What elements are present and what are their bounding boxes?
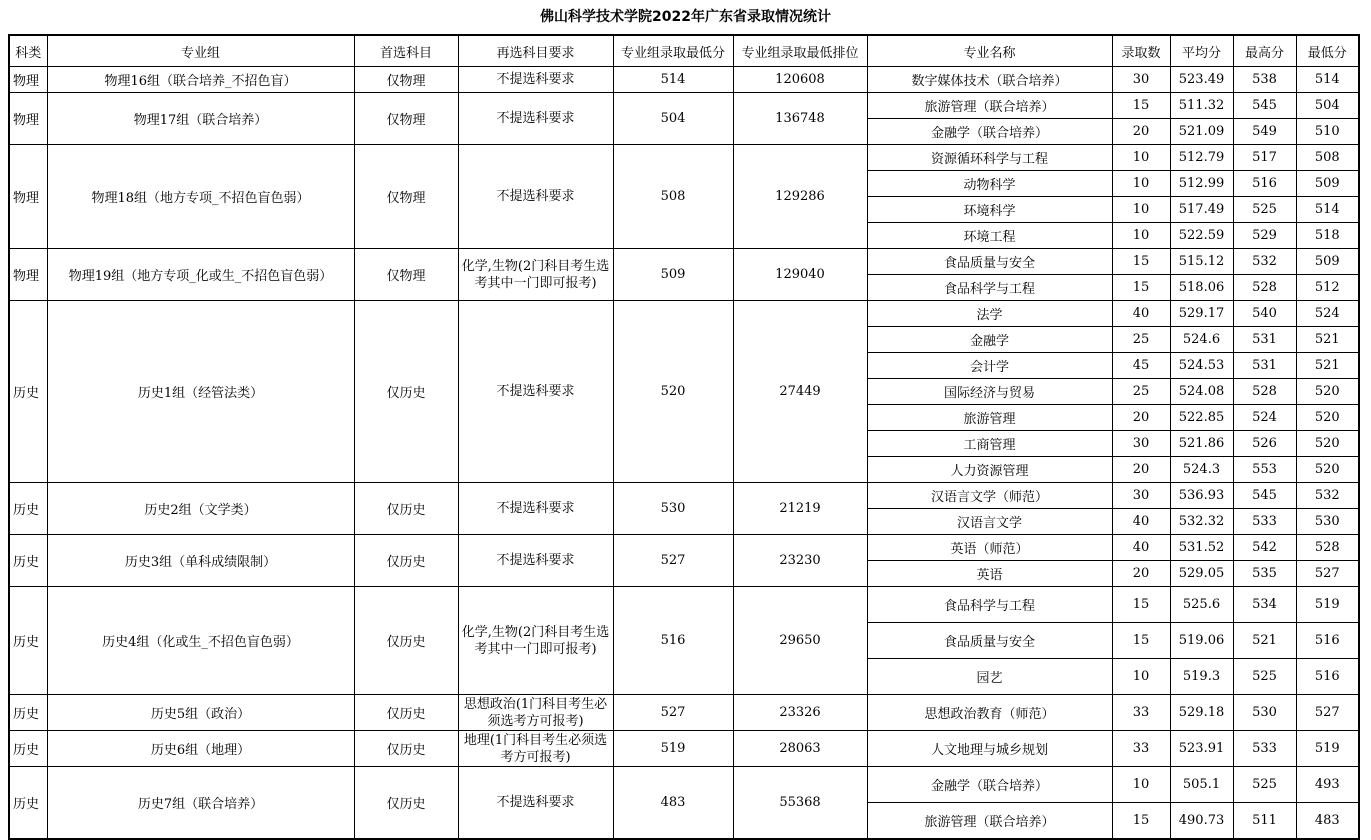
- count-cell: 45: [1112, 353, 1170, 379]
- max-score-cell: 545: [1233, 93, 1296, 119]
- avg-score-cell: 529.05: [1170, 561, 1233, 587]
- avg-score-cell: 505.1: [1170, 767, 1233, 803]
- count-cell: 25: [1112, 327, 1170, 353]
- group-name-cell: 历史7组（联合培养）: [47, 767, 354, 839]
- avg-score-cell: 515.12: [1170, 249, 1233, 275]
- table-row: [9, 731, 1359, 767]
- count-cell: 10: [1112, 767, 1170, 803]
- first-subject-cell: 仅物理: [354, 93, 458, 145]
- major-name-cell: 旅游管理: [867, 405, 1112, 431]
- requirement-cell: 化学,生物(2门科目考生选考其中一门即可报考): [458, 587, 613, 695]
- avg-score-cell: 521.86: [1170, 431, 1233, 457]
- avg-score-cell: 524.53: [1170, 353, 1233, 379]
- group-min-rank-cell: 23326: [733, 695, 867, 731]
- requirement-cell: 不提选科要求: [458, 767, 613, 839]
- max-score-cell: 549: [1233, 119, 1296, 145]
- major-name-cell: 环境科学: [867, 197, 1112, 223]
- count-cell: 20: [1112, 405, 1170, 431]
- count-cell: 10: [1112, 659, 1170, 695]
- category-cell: 历史: [9, 535, 47, 587]
- table-row: [9, 535, 1359, 561]
- group-min-score-cell: 530: [613, 483, 733, 535]
- max-score-cell: 553: [1233, 457, 1296, 483]
- count-cell: 15: [1112, 275, 1170, 301]
- header-group-min-score: 专业组录取最低分: [613, 35, 733, 67]
- major-name-cell: 旅游管理（联合培养）: [867, 93, 1112, 119]
- min-score-cell: 483: [1296, 803, 1359, 839]
- max-score-cell: 526: [1233, 431, 1296, 457]
- count-cell: 15: [1112, 587, 1170, 623]
- group-name-cell: 历史4组（化或生_不招色盲色弱）: [47, 587, 354, 695]
- min-score-cell: 520: [1296, 405, 1359, 431]
- avg-score-cell: 524.08: [1170, 379, 1233, 405]
- group-name-cell: 历史6组（地理）: [47, 731, 354, 767]
- max-score-cell: 528: [1233, 275, 1296, 301]
- max-score-cell: 542: [1233, 535, 1296, 561]
- max-score-cell: 521: [1233, 623, 1296, 659]
- major-name-cell: 汉语言文学: [867, 509, 1112, 535]
- requirement-cell: 不提选科要求: [458, 483, 613, 535]
- min-score-cell: 530: [1296, 509, 1359, 535]
- avg-score-cell: 529.17: [1170, 301, 1233, 327]
- first-subject-cell: 仅历史: [354, 483, 458, 535]
- avg-score-cell: 536.93: [1170, 483, 1233, 509]
- max-score-cell: 534: [1233, 587, 1296, 623]
- category-cell: 历史: [9, 731, 47, 767]
- avg-score-cell: 525.6: [1170, 587, 1233, 623]
- major-name-cell: 数字媒体技术（联合培养）: [867, 67, 1112, 93]
- first-subject-cell: 仅物理: [354, 67, 458, 93]
- first-subject-cell: 仅历史: [354, 731, 458, 767]
- category-cell: 历史: [9, 767, 47, 839]
- table-row: [9, 93, 1359, 119]
- header-category: 科类: [9, 35, 47, 67]
- group-min-score-cell: 527: [613, 535, 733, 587]
- major-name-cell: 食品科学与工程: [867, 587, 1112, 623]
- max-score-cell: 524: [1233, 405, 1296, 431]
- group-min-rank-cell: 129286: [733, 145, 867, 249]
- group-name-cell: 物理16组（联合培养_不招色盲）: [47, 67, 354, 93]
- max-score-cell: 530: [1233, 695, 1296, 731]
- first-subject-cell: 仅历史: [354, 587, 458, 695]
- header-row: [9, 35, 1359, 67]
- major-name-cell: 食品质量与安全: [867, 249, 1112, 275]
- min-score-cell: 493: [1296, 767, 1359, 803]
- min-score-cell: 524: [1296, 301, 1359, 327]
- count-cell: 30: [1112, 67, 1170, 93]
- major-name-cell: 食品科学与工程: [867, 275, 1112, 301]
- major-name-cell: 旅游管理（联合培养）: [867, 803, 1112, 839]
- max-score-cell: 525: [1233, 767, 1296, 803]
- max-score-cell: 528: [1233, 379, 1296, 405]
- min-score-cell: 510: [1296, 119, 1359, 145]
- first-subject-cell: 仅历史: [354, 767, 458, 839]
- min-score-cell: 520: [1296, 457, 1359, 483]
- major-name-cell: 工商管理: [867, 431, 1112, 457]
- table-row: [9, 249, 1359, 275]
- avg-score-cell: 529.18: [1170, 695, 1233, 731]
- count-cell: 40: [1112, 301, 1170, 327]
- group-min-score-cell: 483: [613, 767, 733, 839]
- table-row: [9, 301, 1359, 327]
- avg-score-cell: 490.73: [1170, 803, 1233, 839]
- major-name-cell: 金融学: [867, 327, 1112, 353]
- table-row: [9, 587, 1359, 623]
- count-cell: 33: [1112, 731, 1170, 767]
- major-name-cell: 汉语言文学（师范）: [867, 483, 1112, 509]
- requirement-cell: 思想政治(1门科目考生必须选考方可报考): [458, 695, 613, 731]
- header-group: 专业组: [47, 35, 354, 67]
- count-cell: 25: [1112, 379, 1170, 405]
- count-cell: 10: [1112, 145, 1170, 171]
- group-min-rank-cell: 28063: [733, 731, 867, 767]
- group-name-cell: 物理18组（地方专项_不招色盲色弱）: [47, 145, 354, 249]
- major-name-cell: 动物科学: [867, 171, 1112, 197]
- count-cell: 20: [1112, 119, 1170, 145]
- max-score-cell: 525: [1233, 659, 1296, 695]
- group-min-score-cell: 508: [613, 145, 733, 249]
- major-name-cell: 思想政治教育（师范）: [867, 695, 1112, 731]
- category-cell: 物理: [9, 249, 47, 301]
- min-score-cell: 521: [1296, 327, 1359, 353]
- requirement-cell: 化学,生物(2门科目考生选考其中一门即可报考): [458, 249, 613, 301]
- group-min-rank-cell: 120608: [733, 67, 867, 93]
- first-subject-cell: 仅历史: [354, 695, 458, 731]
- max-score-cell: 532: [1233, 249, 1296, 275]
- major-name-cell: 人文地理与城乡规划: [867, 731, 1112, 767]
- min-score-cell: 519: [1296, 731, 1359, 767]
- min-score-cell: 532: [1296, 483, 1359, 509]
- count-cell: 20: [1112, 561, 1170, 587]
- avg-score-cell: 522.85: [1170, 405, 1233, 431]
- header-max: 最高分: [1233, 35, 1296, 67]
- group-min-score-cell: 509: [613, 249, 733, 301]
- first-subject-cell: 仅历史: [354, 535, 458, 587]
- header-group-min-rank: 专业组录取最低排位: [733, 35, 867, 67]
- count-cell: 10: [1112, 197, 1170, 223]
- min-score-cell: 527: [1296, 561, 1359, 587]
- max-score-cell: 529: [1233, 223, 1296, 249]
- min-score-cell: 521: [1296, 353, 1359, 379]
- category-cell: 历史: [9, 695, 47, 731]
- avg-score-cell: 532.32: [1170, 509, 1233, 535]
- major-name-cell: 金融学（联合培养）: [867, 119, 1112, 145]
- table-title: 佛山科学技术学院2022年广东省录取情况统计: [540, 9, 831, 25]
- avg-score-cell: 521.09: [1170, 119, 1233, 145]
- group-min-rank-cell: 136748: [733, 93, 867, 145]
- min-score-cell: 516: [1296, 659, 1359, 695]
- max-score-cell: 517: [1233, 145, 1296, 171]
- min-score-cell: 520: [1296, 379, 1359, 405]
- header-min: 最低分: [1296, 35, 1359, 67]
- major-name-cell: 人力资源管理: [867, 457, 1112, 483]
- group-name-cell: 历史3组（单科成绩限制）: [47, 535, 354, 587]
- table-row: [9, 67, 1359, 93]
- major-name-cell: 资源循环科学与工程: [867, 145, 1112, 171]
- major-name-cell: 会计学: [867, 353, 1112, 379]
- count-cell: 15: [1112, 93, 1170, 119]
- count-cell: 10: [1112, 171, 1170, 197]
- min-score-cell: 520: [1296, 431, 1359, 457]
- category-cell: 历史: [9, 587, 47, 695]
- count-cell: 40: [1112, 509, 1170, 535]
- major-name-cell: 法学: [867, 301, 1112, 327]
- major-name-cell: 环境工程: [867, 223, 1112, 249]
- requirement-cell: 地理(1门科目考生必须选考方可报考): [458, 731, 613, 767]
- count-cell: 33: [1112, 695, 1170, 731]
- max-score-cell: 533: [1233, 509, 1296, 535]
- table-row: [9, 767, 1359, 803]
- table-row: [9, 695, 1359, 731]
- category-cell: 历史: [9, 483, 47, 535]
- group-min-score-cell: 520: [613, 301, 733, 483]
- avg-score-cell: 531.52: [1170, 535, 1233, 561]
- min-score-cell: 528: [1296, 535, 1359, 561]
- max-score-cell: 511: [1233, 803, 1296, 839]
- first-subject-cell: 仅物理: [354, 249, 458, 301]
- group-name-cell: 历史2组（文学类）: [47, 483, 354, 535]
- header-count: 录取数: [1112, 35, 1170, 67]
- major-name-cell: 英语（师范）: [867, 535, 1112, 561]
- major-name-cell: 食品质量与安全: [867, 623, 1112, 659]
- max-score-cell: 525: [1233, 197, 1296, 223]
- max-score-cell: 531: [1233, 353, 1296, 379]
- min-score-cell: 516: [1296, 623, 1359, 659]
- group-min-rank-cell: 129040: [733, 249, 867, 301]
- category-cell: 物理: [9, 145, 47, 249]
- avg-score-cell: 519.3: [1170, 659, 1233, 695]
- min-score-cell: 518: [1296, 223, 1359, 249]
- group-min-score-cell: 527: [613, 695, 733, 731]
- table-row: [9, 145, 1359, 171]
- max-score-cell: 538: [1233, 67, 1296, 93]
- count-cell: 30: [1112, 431, 1170, 457]
- max-score-cell: 535: [1233, 561, 1296, 587]
- avg-score-cell: 519.06: [1170, 623, 1233, 659]
- header-requirement: 再选科目要求: [458, 35, 613, 67]
- requirement-cell: 不提选科要求: [458, 93, 613, 145]
- max-score-cell: 533: [1233, 731, 1296, 767]
- group-name-cell: 历史1组（经管法类）: [47, 301, 354, 483]
- major-name-cell: 英语: [867, 561, 1112, 587]
- first-subject-cell: 仅历史: [354, 301, 458, 483]
- max-score-cell: 531: [1233, 327, 1296, 353]
- avg-score-cell: 523.49: [1170, 67, 1233, 93]
- group-min-rank-cell: 29650: [733, 587, 867, 695]
- count-cell: 15: [1112, 623, 1170, 659]
- requirement-cell: 不提选科要求: [458, 67, 613, 93]
- count-cell: 30: [1112, 483, 1170, 509]
- min-score-cell: 509: [1296, 249, 1359, 275]
- category-cell: 历史: [9, 301, 47, 483]
- avg-score-cell: 524.6: [1170, 327, 1233, 353]
- avg-score-cell: 522.59: [1170, 223, 1233, 249]
- avg-score-cell: 512.99: [1170, 171, 1233, 197]
- min-score-cell: 509: [1296, 171, 1359, 197]
- table-row: [9, 483, 1359, 509]
- category-cell: 物理: [9, 93, 47, 145]
- major-name-cell: 金融学（联合培养）: [867, 767, 1112, 803]
- group-name-cell: 历史5组（政治）: [47, 695, 354, 731]
- avg-score-cell: 523.91: [1170, 731, 1233, 767]
- min-score-cell: 527: [1296, 695, 1359, 731]
- group-min-rank-cell: 23230: [733, 535, 867, 587]
- major-name-cell: 国际经济与贸易: [867, 379, 1112, 405]
- group-min-rank-cell: 21219: [733, 483, 867, 535]
- avg-score-cell: 518.06: [1170, 275, 1233, 301]
- table-body: [9, 67, 1359, 839]
- count-cell: 20: [1112, 457, 1170, 483]
- min-score-cell: 514: [1296, 67, 1359, 93]
- max-score-cell: 540: [1233, 301, 1296, 327]
- min-score-cell: 508: [1296, 145, 1359, 171]
- count-cell: 15: [1112, 803, 1170, 839]
- max-score-cell: 516: [1233, 171, 1296, 197]
- min-score-cell: 504: [1296, 93, 1359, 119]
- major-name-cell: 园艺: [867, 659, 1112, 695]
- header-first-subject: 首选科目: [354, 35, 458, 67]
- avg-score-cell: 524.3: [1170, 457, 1233, 483]
- category-cell: 物理: [9, 67, 47, 93]
- admission-table: [8, 34, 1360, 840]
- count-cell: 10: [1112, 223, 1170, 249]
- group-name-cell: 物理19组（地方专项_化或生_不招色盲色弱）: [47, 249, 354, 301]
- requirement-cell: 不提选科要求: [458, 535, 613, 587]
- requirement-cell: 不提选科要求: [458, 301, 613, 483]
- header-major-name: 专业名称: [867, 35, 1112, 67]
- group-name-cell: 物理17组（联合培养）: [47, 93, 354, 145]
- min-score-cell: 519: [1296, 587, 1359, 623]
- max-score-cell: 545: [1233, 483, 1296, 509]
- group-min-rank-cell: 55368: [733, 767, 867, 839]
- header-avg: 平均分: [1170, 35, 1233, 67]
- count-cell: 40: [1112, 535, 1170, 561]
- count-cell: 15: [1112, 249, 1170, 275]
- min-score-cell: 512: [1296, 275, 1359, 301]
- avg-score-cell: 517.49: [1170, 197, 1233, 223]
- group-min-score-cell: 514: [613, 67, 733, 93]
- group-min-score-cell: 519: [613, 731, 733, 767]
- avg-score-cell: 512.79: [1170, 145, 1233, 171]
- min-score-cell: 514: [1296, 197, 1359, 223]
- group-min-rank-cell: 27449: [733, 301, 867, 483]
- first-subject-cell: 仅物理: [354, 145, 458, 249]
- group-min-score-cell: 504: [613, 93, 733, 145]
- group-min-score-cell: 516: [613, 587, 733, 695]
- avg-score-cell: 511.32: [1170, 93, 1233, 119]
- requirement-cell: 不提选科要求: [458, 145, 613, 249]
